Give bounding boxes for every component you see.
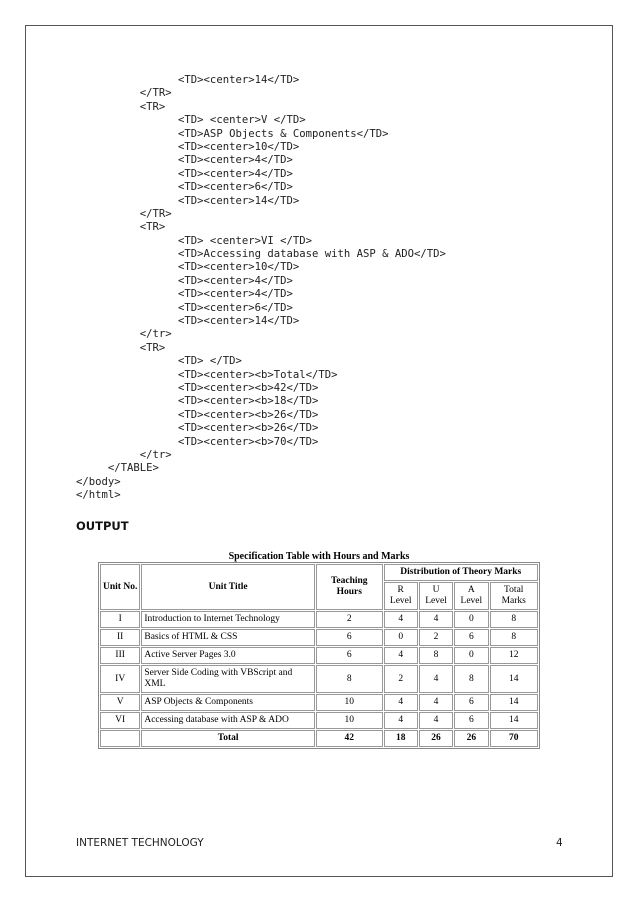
cell-teaching-hours: 6: [316, 629, 383, 646]
cell-unit-no: II: [100, 629, 140, 646]
code-line: <TD><center>4</TD>: [76, 154, 293, 167]
cell-a-level: 6: [454, 629, 488, 646]
code-line: <TD><center>4</TD>: [76, 167, 293, 180]
cell-total-marks: 8: [490, 611, 539, 628]
cell-u-level: 4: [419, 712, 453, 729]
table-body: [100, 611, 538, 747]
table-row: [100, 694, 538, 711]
header-r-level: R Level: [384, 582, 418, 610]
code-line: <TD><center>4</TD>: [76, 274, 293, 287]
cell-u-level: 4: [419, 611, 453, 628]
code-line: <TD> </TD>: [76, 355, 242, 368]
code-line: </html>: [76, 489, 121, 502]
total-marks: 70: [490, 730, 539, 747]
cell-total-marks: 8: [490, 629, 539, 646]
total-a: 26: [454, 730, 488, 747]
table-row: [100, 712, 538, 729]
code-line: <TD><center>14</TD>: [76, 315, 300, 328]
cell-u-level: 2: [419, 629, 453, 646]
total-u: 26: [419, 730, 453, 747]
code-line: <TD>ASP Objects & Components</TD>: [76, 127, 389, 140]
cell-r-level: 4: [384, 712, 418, 729]
cell-r-level: 4: [384, 647, 418, 664]
cell-total-marks: 12: [490, 647, 539, 664]
code-line: <TD><center><b>18</TD>: [76, 395, 319, 408]
code-line: <TD><center>10</TD>: [76, 140, 300, 153]
code-line: <TD><center><b>Total</TD>: [76, 368, 338, 381]
code-line: </body>: [76, 475, 121, 488]
code-line: <TD> <center>V </TD>: [76, 114, 306, 127]
cell-unit-title: ASP Objects & Components: [141, 694, 315, 711]
specification-table: [98, 562, 540, 749]
code-line: <TD><center>4</TD>: [76, 288, 293, 301]
header-a-level: A Level: [454, 582, 488, 610]
code-line: </TR>: [76, 87, 172, 100]
cell-teaching-hours: 10: [316, 694, 383, 711]
cell-u-level: 4: [419, 665, 453, 693]
cell-unit-title: Accessing database with ASP & ADO: [141, 712, 315, 729]
total-row: [100, 730, 538, 747]
cell-u-level: 8: [419, 647, 453, 664]
cell-r-level: 2: [384, 665, 418, 693]
code-line: <TR>: [76, 100, 166, 113]
code-line: <TD><center>6</TD>: [76, 301, 293, 314]
cell-r-level: 4: [384, 694, 418, 711]
header-total-marks: Total Marks: [490, 582, 539, 610]
cell-teaching-hours: 2: [316, 611, 383, 628]
cell-unit-no: VI: [100, 712, 140, 729]
code-line: </tr>: [76, 448, 172, 461]
cell-a-level: 6: [454, 694, 488, 711]
cell-unit-no: III: [100, 647, 140, 664]
code-line: </TR>: [76, 207, 172, 220]
code-line: <TR>: [76, 221, 166, 234]
total-empty-cell: [100, 730, 140, 747]
code-line: <TD><center><b>70</TD>: [76, 435, 319, 448]
cell-a-level: 0: [454, 647, 488, 664]
code-listing: [76, 74, 446, 503]
cell-total-marks: 14: [490, 694, 539, 711]
cell-a-level: 0: [454, 611, 488, 628]
table-row: [100, 611, 538, 628]
code-line: <TD><center>14</TD>: [76, 74, 300, 86]
page-number: 4: [556, 837, 563, 849]
total-hours: 42: [316, 730, 383, 747]
cell-r-level: 0: [384, 629, 418, 646]
code-line: <TD><center>14</TD>: [76, 194, 300, 207]
cell-teaching-hours: 8: [316, 665, 383, 693]
cell-unit-no: V: [100, 694, 140, 711]
cell-teaching-hours: 10: [316, 712, 383, 729]
code-line: <TD><center>10</TD>: [76, 261, 300, 274]
table-title: Specification Table with Hours and Marks: [228, 551, 410, 562]
cell-a-level: 8: [454, 665, 488, 693]
cell-total-marks: 14: [490, 712, 539, 729]
code-line: <TR>: [76, 341, 166, 354]
cell-a-level: 6: [454, 712, 488, 729]
header-unit-no: Unit No.: [100, 564, 140, 610]
footer-title: INTERNET TECHNOLOGY: [76, 837, 204, 849]
cell-unit-no: IV: [100, 665, 140, 693]
header-teaching-hours: Teaching Hours: [316, 564, 383, 610]
cell-unit-title: Basics of HTML & CSS: [141, 629, 315, 646]
code-line: <TD>Accessing database with ASP & ADO</TD>: [76, 248, 446, 261]
code-line: <TD><center><b>26</TD>: [76, 422, 319, 435]
cell-unit-no: I: [100, 611, 140, 628]
code-line: <TD><center><b>42</TD>: [76, 381, 319, 394]
table-row: [100, 647, 538, 664]
cell-teaching-hours: 6: [316, 647, 383, 664]
cell-u-level: 4: [419, 694, 453, 711]
cell-total-marks: 14: [490, 665, 539, 693]
cell-unit-title: Introduction to Internet Technology: [141, 611, 315, 628]
header-unit-title: Unit Title: [141, 564, 315, 610]
total-label: Total: [141, 730, 315, 747]
output-heading: OUTPUT: [76, 519, 129, 533]
code-line: <TD><center><b>26</TD>: [76, 408, 319, 421]
cell-unit-title: Active Server Pages 3.0: [141, 647, 315, 664]
total-r: 18: [384, 730, 418, 747]
table-row: [100, 665, 538, 693]
code-line: </TABLE>: [76, 462, 159, 475]
table-row: [100, 629, 538, 646]
code-line: <TD><center>6</TD>: [76, 181, 293, 194]
cell-r-level: 4: [384, 611, 418, 628]
code-line: <TD> <center>VI </TD>: [76, 234, 312, 247]
header-u-level: U Level: [419, 582, 453, 610]
cell-unit-title: Server Side Coding with VBScript and XML: [141, 665, 315, 693]
header-distribution: Distribution of Theory Marks: [384, 564, 538, 581]
code-line: </tr>: [76, 328, 172, 341]
